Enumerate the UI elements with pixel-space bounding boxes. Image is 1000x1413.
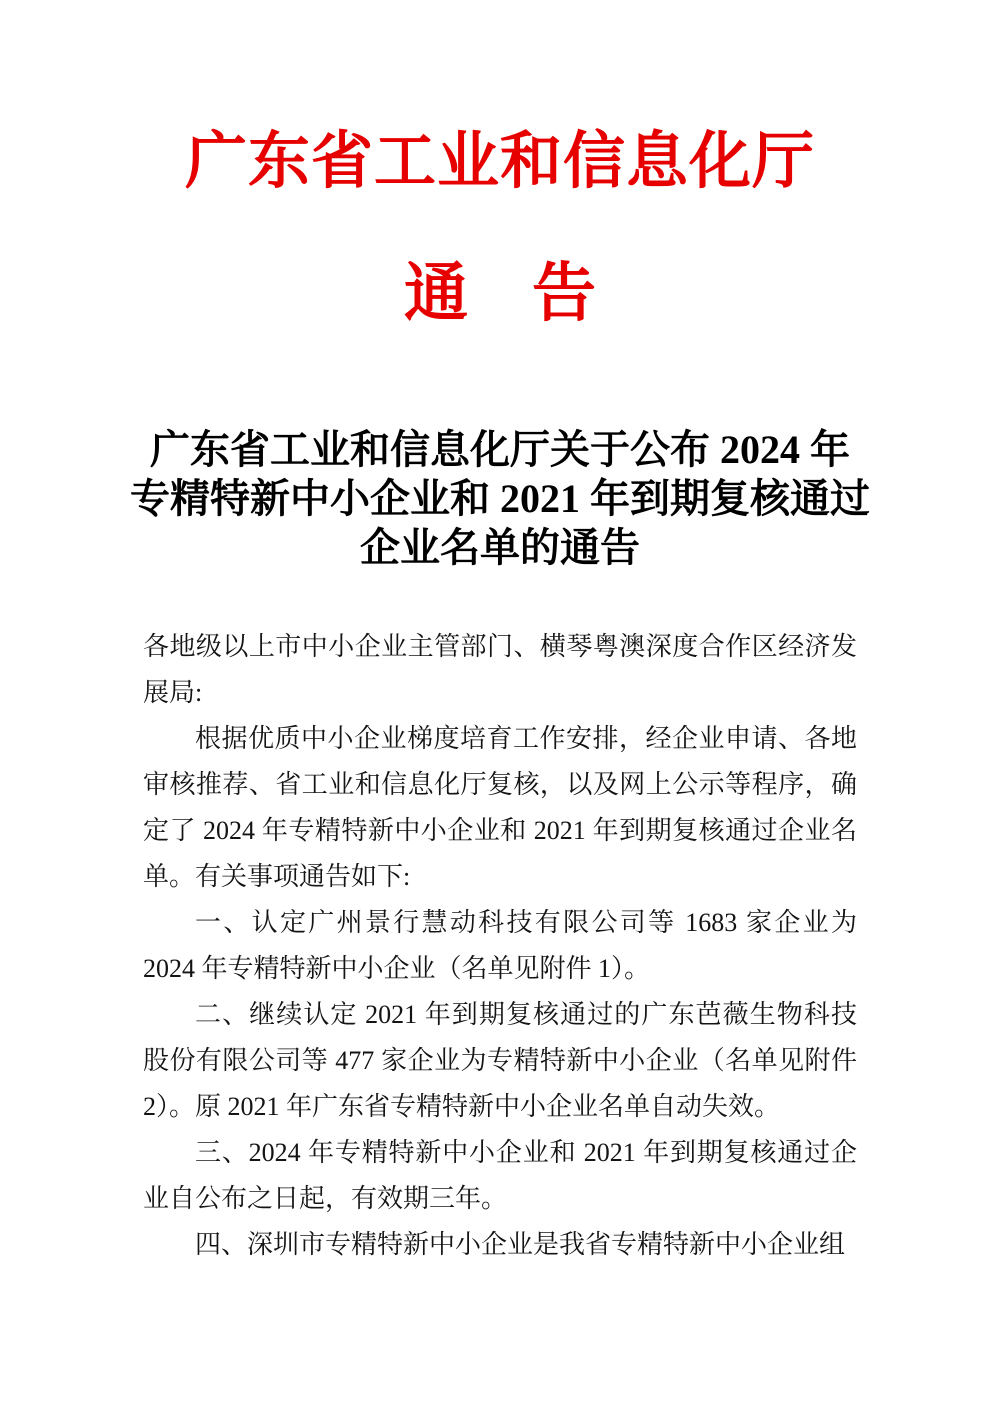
notice-heading-line-3: 企业名单的通告 [360, 524, 640, 570]
salutation: 各地级以上市中小企业主管部门、横琴粤澳深度合作区经济发展局: [143, 631, 857, 707]
notice-body [143, 624, 857, 1268]
notice-heading-line-2: 专精特新中小企业和 2021 年到期复核通过 [130, 475, 870, 521]
org-title: 广东省工业和信息化厅 [184, 128, 815, 196]
paragraph-item-1: 一、认定广州景行慧动科技有限公司等 1683 家企业为 2024 年专精特新中小企业（名单见附件 1）。 [143, 907, 857, 983]
notice-heading [0, 425, 1000, 572]
paragraph-item-4: 四、深圳市专精特新中小企业是我省专精特新中小企业组 [195, 1229, 846, 1259]
paragraph-intro: 根据优质中小企业梯度培育工作安排，经企业申请、各地审核推荐、省工业和信息化厅复核，以及网上公示等程序，确定了 2024 年专精特新中小企业和 2021 年到期复核通过企业名单。有关事项通告如下: [143, 723, 857, 891]
notice-heading-line-1: 广东省工业和信息化厅关于公布 2024 年 [150, 426, 850, 472]
doc-type-title: 通 告 [404, 257, 596, 329]
paragraph-item-2: 二、继续认定 2021 年到期复核通过的广东芭薇生物科技股份有限公司等 477 家企业为专精特新中小企业（名单见附件 2）。原 2021 年广东省专精特新中小企业名单自动失效。 [143, 999, 857, 1121]
paragraph-item-3: 三、2024 年专精特新中小企业和 2021 年到期复核通过企业自公布之日起，有效期三年。 [143, 1137, 857, 1213]
